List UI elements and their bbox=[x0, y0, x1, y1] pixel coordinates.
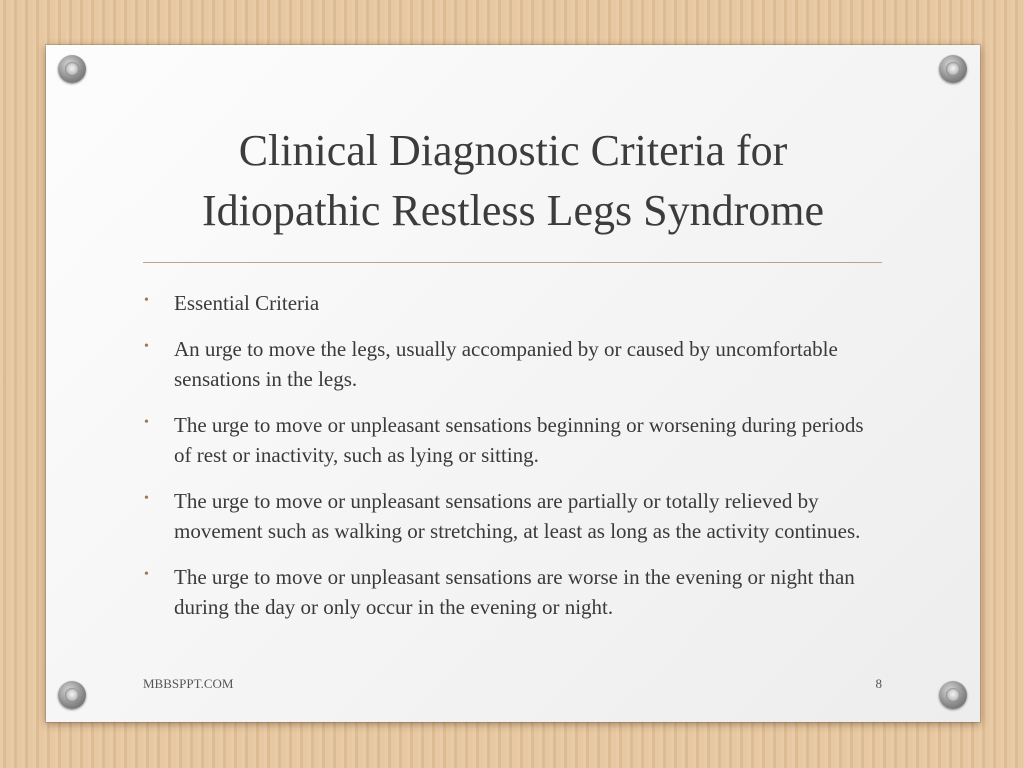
slide-title-line-2: Idiopathic Restless Legs Syndrome bbox=[201, 186, 824, 235]
footer-source: MBBSPPT.COM bbox=[143, 676, 234, 691]
bullet-item-rest-inactivity bbox=[144, 410, 879, 470]
bullet-dot-icon: • bbox=[144, 491, 149, 506]
bullet-dot-icon: • bbox=[144, 293, 149, 308]
bullet-dot-icon: • bbox=[144, 567, 149, 582]
page-number: 8 bbox=[875, 676, 882, 691]
screw-icon bbox=[939, 55, 967, 83]
slide-title-line-1: Clinical Diagnostic Criteria for bbox=[238, 126, 788, 175]
bullet-text: The urge to move or unpleasant sensations are worse in the evening or night than during the day or only occur in the evening or night. bbox=[174, 565, 855, 619]
screw-icon bbox=[939, 681, 967, 709]
screw-icon bbox=[58, 681, 86, 709]
bullet-list bbox=[144, 288, 879, 638]
bullet-item-essential-criteria bbox=[144, 288, 879, 318]
bullet-dot-icon: • bbox=[144, 339, 149, 354]
bullet-item-worse-evening bbox=[144, 562, 879, 622]
bullet-text: The urge to move or unpleasant sensations beginning or worsening during periods of rest or inactivity, such as lying or sitting. bbox=[174, 413, 864, 467]
slide-board bbox=[46, 45, 980, 722]
screw-icon bbox=[58, 55, 86, 83]
bullet-text: Essential Criteria bbox=[174, 291, 320, 315]
slide-title bbox=[46, 121, 980, 241]
title-divider bbox=[143, 262, 882, 263]
bullet-text: The urge to move or unpleasant sensations are partially or totally relieved by movement such as walking or stretching, at least as long as the activity continues. bbox=[174, 489, 861, 543]
bullet-dot-icon: • bbox=[144, 415, 149, 430]
bullet-text: An urge to move the legs, usually accompanied by or caused by uncomfortable sensations in the legs. bbox=[174, 337, 838, 391]
bullet-item-relieved-by-movement bbox=[144, 486, 879, 546]
bullet-item-urge-to-move bbox=[144, 334, 879, 394]
